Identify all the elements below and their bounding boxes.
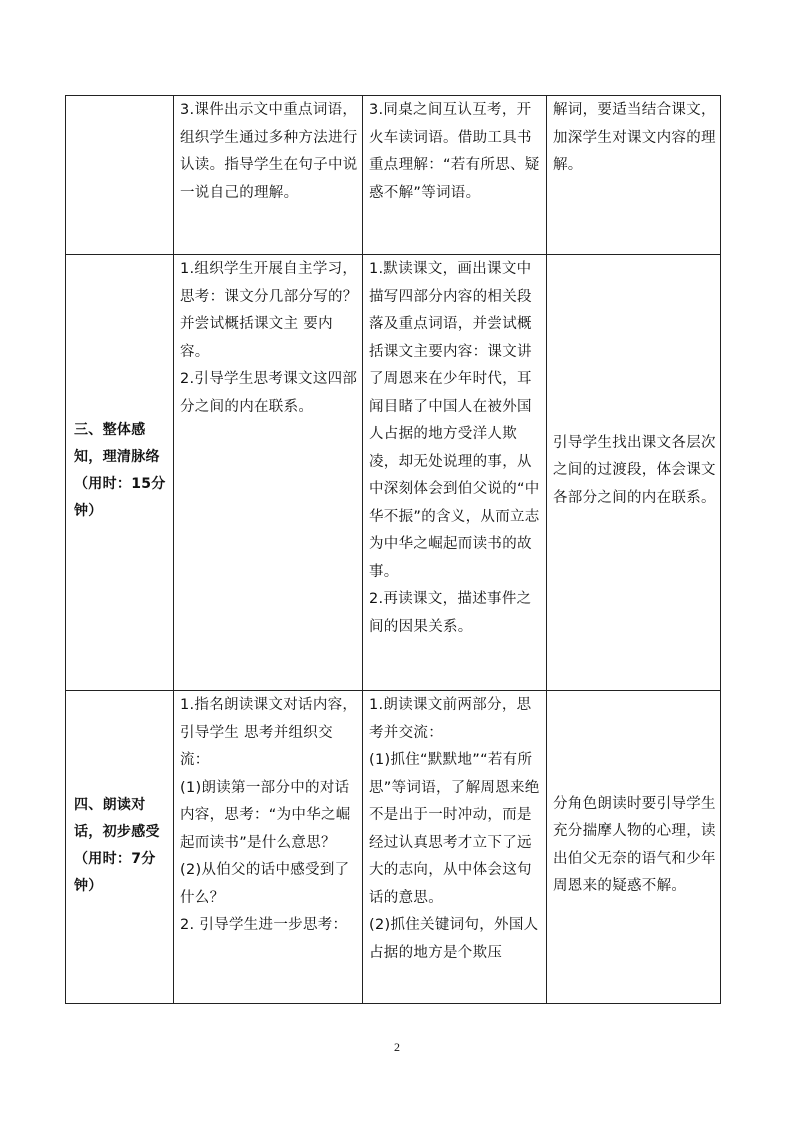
design-note-cell: 引导学生找出课文各层次之间的过渡段，体会课文各部分之间的内在联系。 xyxy=(547,255,721,691)
stage-cell: 三、整体感知，理清脉络（用时：15分钟） xyxy=(66,255,174,691)
student-activity-cell xyxy=(363,691,547,1004)
teacher-activity-text: (2)从伯父的话中感受到了什么？ xyxy=(180,862,350,906)
student-activity-text: (1)抓住“默默地”“若有所思”等词语，了解周恩来绝不是出于一时冲动，而是经过认真思考才立下了远大的志向，从中体会这句话的意思。 xyxy=(369,752,540,906)
student-activity-text: 1.朗读课文前两部分，思考并交流： xyxy=(369,697,532,741)
student-activity-text: 2.再读课文，描述事件之间的因果关系。 xyxy=(369,591,532,635)
student-activity-cell xyxy=(363,96,547,255)
teacher-activity-text: 1.指名朗读课文对话内容，引导学生 思考并组织交流： xyxy=(180,697,358,768)
design-note-cell: 解词，要适当结合课文，加深学生对课文内容的理解。 xyxy=(547,96,721,255)
table-row xyxy=(66,96,721,255)
teacher-activity-cell xyxy=(174,691,363,1004)
teacher-activity-text: 3.课件出示文中重点词语，组织学生通过多种方法进行认读。指导学生在句子中说一说自己的理解。 xyxy=(180,102,358,201)
student-activity-text: (2)抓住关键词句，外国人占据的地方是个欺压 xyxy=(369,917,539,961)
teacher-activity-text: 2. 引导学生进一步思考： xyxy=(180,917,348,933)
design-note-cell: 分角色朗读时要引导学生充分揣摩人物的心理，读出伯父无奈的语气和少年周恩来的疑惑不解。 xyxy=(547,691,721,1004)
lesson-plan-table xyxy=(65,95,721,1004)
student-activity-text: 3.同桌之间互认互考，开火车读词语。借助工具书重点理解：“若有所思、疑惑不解”等词语。 xyxy=(369,102,540,201)
student-activity-text: 1.默读课文，画出课文中描写四部分内容的相关段落及重点词语，并尝试概括课文主要内容：课文讲了周恩来在少年时代，耳闻目睹了中国人在被外国人占据的地方受洋人欺凌，却无处说理的事，从中深刻体会到伯父说的“中华不振”的含义，从而立志为中华之崛起而读书的故事。 xyxy=(369,261,540,580)
teacher-activity-cell xyxy=(174,255,363,691)
stage-cell: 四、朗读对话，初步感受（用时：7分钟） xyxy=(66,691,174,1004)
table-row xyxy=(66,691,721,1004)
page-number: 2 xyxy=(394,1040,400,1054)
teacher-activity-text: (1)朗读第一部分中的对话内容，思考：“为中华之崛起而读书”是什么意思？ xyxy=(180,779,351,851)
teacher-activity-text: 2.引导学生思考课文这四部分之间的内在联系。 xyxy=(180,371,358,415)
student-activity-cell xyxy=(363,255,547,691)
teacher-activity-cell xyxy=(174,96,363,255)
stage-cell xyxy=(66,96,174,255)
teacher-activity-text: 1.组织学生开展自主学习，思考：课文分几部分写的？并尝试概括课文主 要内容。 xyxy=(180,261,358,360)
table-row xyxy=(66,255,721,691)
